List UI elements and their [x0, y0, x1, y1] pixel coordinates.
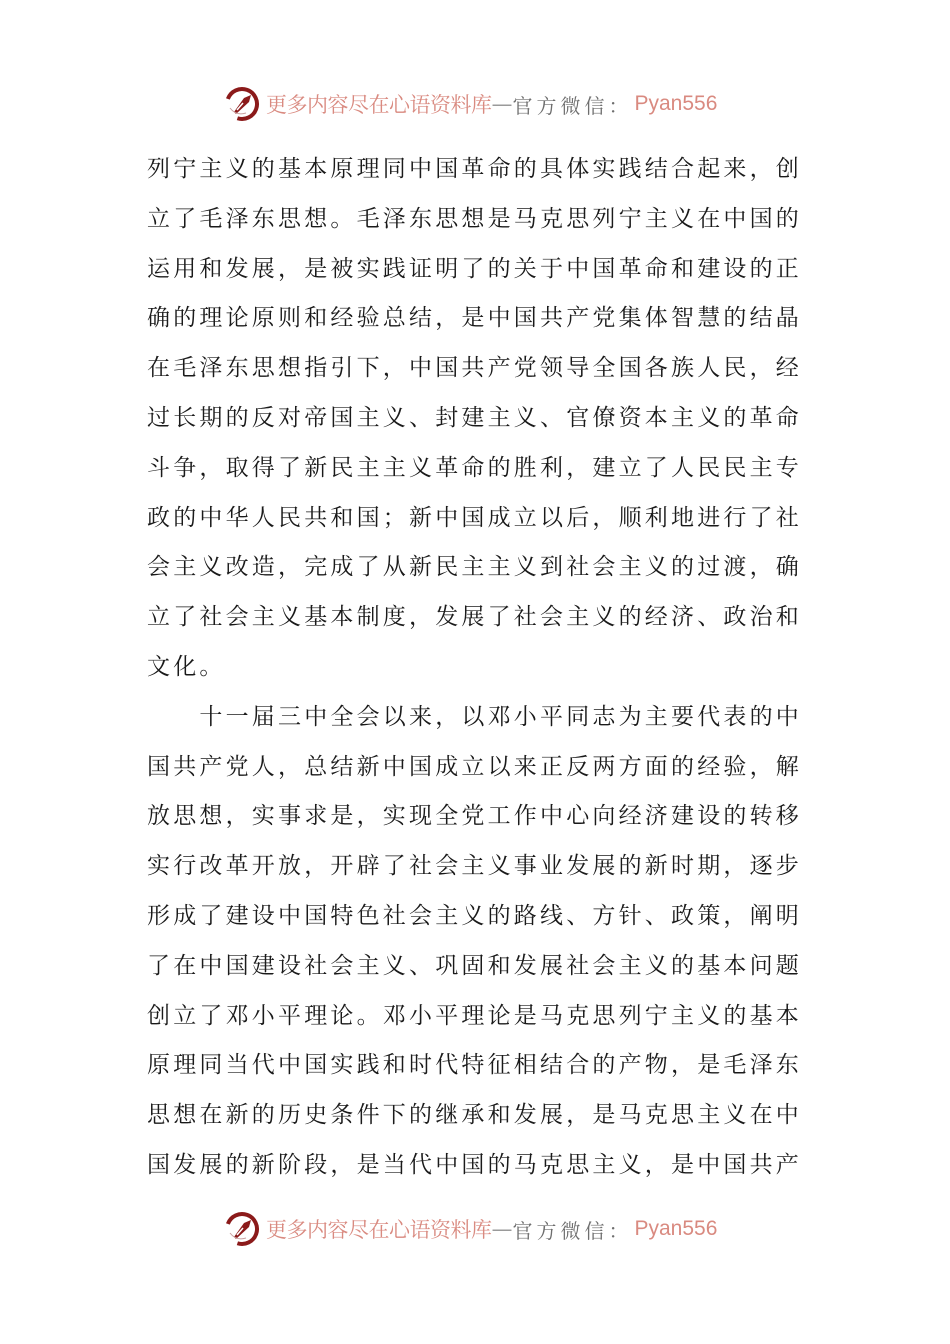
document-body — [147, 145, 807, 1191]
paragraph-start-line: 十一届三中全会以来，以邓小平同志为主要代表的中 — [147, 703, 802, 730]
banner-wechat-id: Pyan556 — [634, 92, 718, 115]
text-line: 实行改革开放，开辟了社会主义事业发展的新时期，逐步 — [147, 853, 802, 880]
text-line: 会主义改造，完成了从新民主主义到社会主义的过渡，确 — [147, 554, 802, 581]
banner-wechat-label: 官方微信： — [512, 1218, 633, 1243]
text-line: 了在中国建设社会主义、巩固和发展社会主义的基本问题 — [147, 952, 802, 979]
text-line: 原理同当代中国实践和时代特征相结合的产物，是毛泽东 — [147, 1052, 802, 1079]
banner-site-name: 更多内容尽在心语资料库 — [266, 1218, 492, 1242]
text-line: 国发展的新阶段，是当代中国的马克思主义，是中国共产 — [147, 1151, 802, 1178]
text-line: 国共产党人，总结新中国成立以来正反两方面的经验，解 — [147, 753, 802, 780]
banner-dash: — — [491, 1217, 513, 1241]
header-watermark-banner — [224, 84, 724, 124]
text-line: 形成了建设中国特色社会主义的路线、方针、政策，阐明 — [147, 902, 802, 929]
text-line: 斗争，取得了新民主主义革命的胜利，建立了人民民主专 — [147, 454, 802, 481]
pen-nib-logo-icon — [224, 1211, 260, 1247]
banner-wechat-label: 官方微信： — [512, 93, 633, 118]
banner-wechat-id: Pyan556 — [634, 1217, 718, 1240]
text-line: 文化。 — [147, 653, 226, 680]
text-line: 确的理论原则和经验总结，是中国共产党集体智慧的结晶 — [147, 305, 802, 332]
text-line: 放思想，实事求是，实现全党工作中心向经济建设的转移 — [147, 803, 802, 830]
footer-watermark-banner — [224, 1209, 724, 1249]
text-line: 运用和发展，是被实践证明了的关于中国革命和建设的正 — [147, 255, 802, 282]
pen-nib-logo-icon — [224, 86, 260, 122]
text-line: 立了毛泽东思想。毛泽东思想是马克思列宁主义在中国的 — [147, 205, 802, 232]
text-line: 在毛泽东思想指引下，中国共产党领导全国各族人民，经 — [147, 355, 802, 382]
text-line: 政的中华人民共和国；新中国成立以后，顺利地进行了社 — [147, 504, 802, 531]
text-line: 创立了邓小平理论。邓小平理论是马克思列宁主义的基本 — [147, 1002, 802, 1029]
text-line: 过长期的反对帝国主义、封建主义、官僚资本主义的革命 — [147, 404, 802, 431]
text-line: 立了社会主义基本制度，发展了社会主义的经济、政治和 — [147, 604, 802, 631]
text-line: 思想在新的历史条件下的继承和发展，是马克思主义在中 — [147, 1102, 802, 1129]
banner-site-name: 更多内容尽在心语资料库 — [266, 93, 492, 117]
text-line: 列宁主义的基本原理同中国革命的具体实践结合起来，创 — [147, 156, 802, 182]
banner-dash: — — [491, 92, 513, 116]
